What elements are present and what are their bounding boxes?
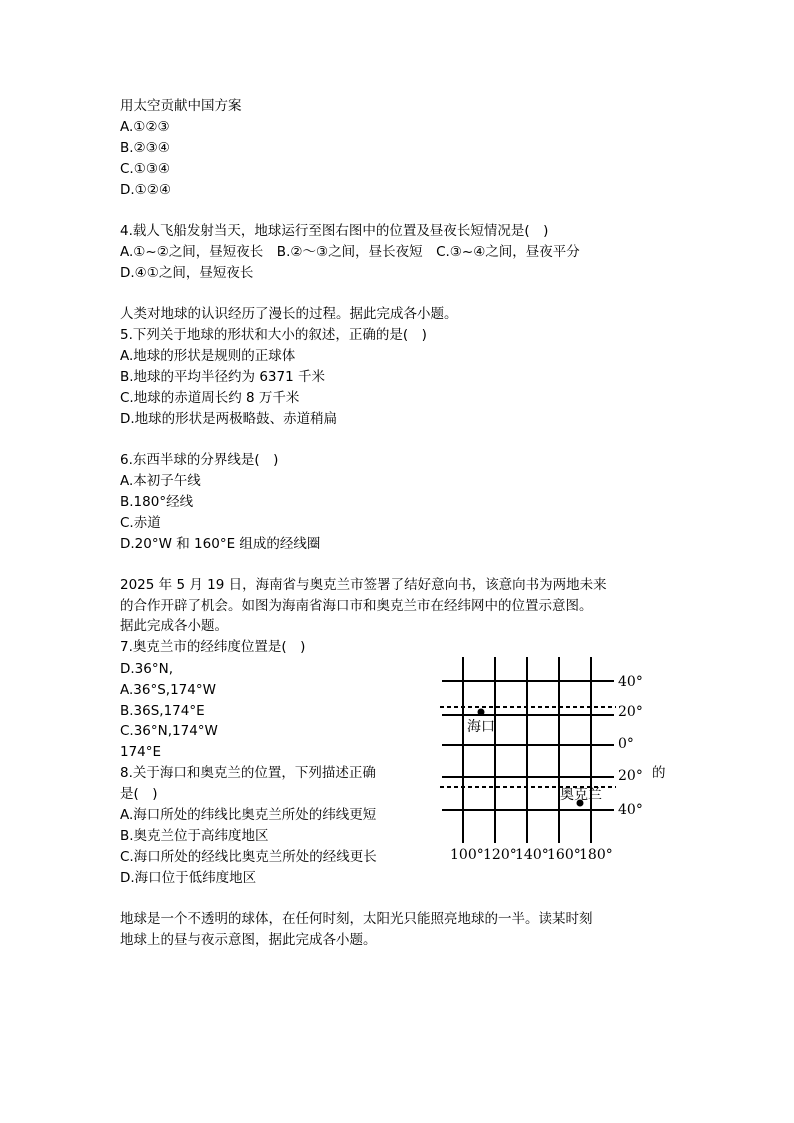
lat-label: 40° [618, 674, 643, 690]
option-d: D.海口位于低纬度地区 [120, 870, 257, 886]
lat-label: 20° [618, 704, 643, 720]
option-c: C.赤道 [120, 515, 161, 531]
option-c: C.36°N,174°W [120, 723, 218, 739]
option-d: D.36°N, [120, 661, 174, 677]
question-8-stem: 8.关于海口和奥克兰的位置，下列描述正确 [120, 765, 376, 781]
question-8-stem-cont: 是( ) [120, 786, 158, 802]
option-a: A.本初子午线 [120, 473, 201, 489]
question-4-stem: 4.载人飞船发射当天，地球运行至图右图中的位置及昼夜长短情况是( ) [120, 223, 549, 239]
question-6-stem: 6.东西半球的分界线是( ) [120, 452, 279, 468]
option-b: B.地球的平均半径约为 6371 千米 [120, 369, 325, 385]
option-c: C.海口所处的经线比奥克兰所处的经线更长 [120, 849, 377, 865]
lon-label: 180° [579, 847, 613, 863]
lon-label: 100° [450, 847, 484, 863]
lat-label: 40° [618, 802, 643, 818]
option-b: B.奥克兰位于高纬度地区 [120, 828, 269, 844]
section-intro: 地球上的昼与夜示意图，据此完成各小题。 [120, 932, 377, 948]
option-a: A.海口所处的纬线比奥克兰所处的纬线更短 [120, 807, 377, 823]
section-intro: 地球是一个不透明的球体，在任何时刻，太阳光只能照亮地球的一半。读某时刻 [120, 911, 593, 927]
section-intro: 2025 年 5 月 19 日，海南省与奥克兰市签署了结好意向书，该意向书为两地未来 [120, 577, 607, 593]
option-c: C.地球的赤道周长约 8 万千米 [120, 390, 300, 406]
haikou-label: 海口 [467, 719, 495, 735]
option-c: C.①③④ [120, 161, 171, 177]
option-continuation: 174°E [120, 744, 162, 760]
option-d: D.20°W 和 160°E 组成的经线圈 [120, 536, 321, 552]
question-7-stem: 7.奥克兰市的经纬度位置是( ) [120, 639, 306, 655]
option-a: A.36°S,174°W [120, 682, 216, 698]
map-grid [442, 657, 614, 843]
text-line: 用太空贡献中国方案 [120, 98, 242, 114]
lon-label: 140° [515, 847, 549, 863]
option-a: A.①②③ [120, 119, 170, 135]
option-b: B.36S,174°E [120, 703, 205, 719]
haikou-point [478, 709, 485, 716]
option-d: D.地球的形状是两极略鼓、赤道稍扁 [120, 411, 338, 427]
lon-label: 160° [547, 847, 581, 863]
lat-label: 0° [618, 736, 634, 752]
option-b: B.180°经线 [120, 494, 194, 510]
question-4-options-line-2: D.④①之间，昼短夜长 [120, 265, 254, 281]
section-intro: 的合作开辟了机会。如图为海南省海口市和奥克兰市在经纬网中的位置示意图。 [120, 598, 593, 614]
section-intro: 据此完成各小题。 [120, 618, 228, 634]
option-b: B.②③④ [120, 140, 170, 156]
section-intro: 人类对地球的认识经历了漫长的过程。据此完成各小题。 [120, 306, 458, 322]
question-8-stem-end: 的 [652, 765, 666, 781]
option-a: A.地球的形状是规则的正球体 [120, 348, 296, 364]
question-5-stem: 5.下列关于地球的形状和大小的叙述，正确的是( ) [120, 327, 427, 343]
graticule-map [432, 650, 672, 870]
auckland-label: 奥克兰 [560, 787, 602, 803]
lat-label: 20° [618, 768, 643, 784]
option-d: D.①②④ [120, 182, 171, 198]
question-4-options-line-1: A.①~②之间，昼短夜长 B.②～③之间，昼长夜短 C.③~④之间，昼夜平分 [120, 244, 580, 260]
lon-label: 120° [483, 847, 517, 863]
